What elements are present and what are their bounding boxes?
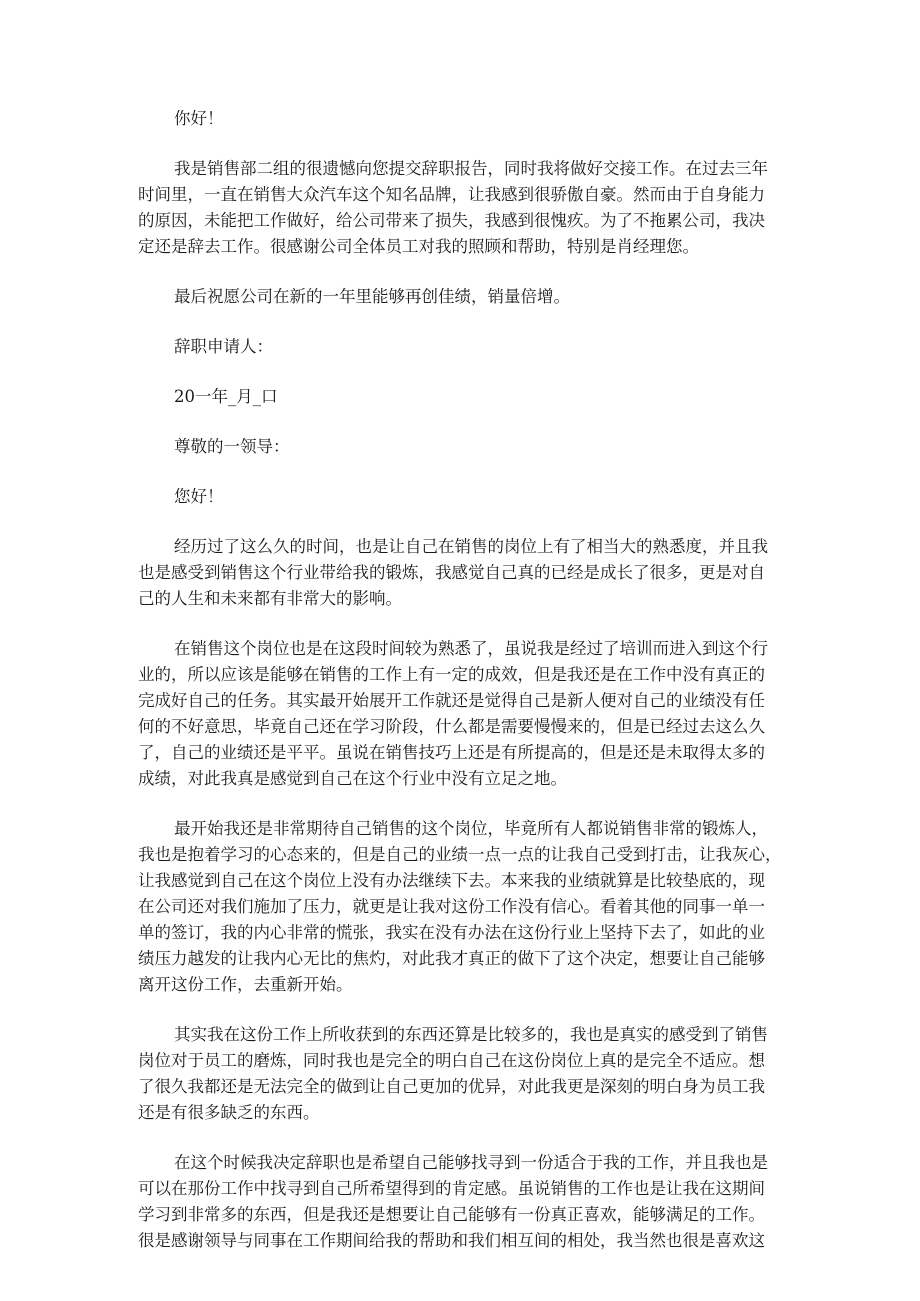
text-line: 定还是辞去工作。很感谢公司全体员工对我的照顾和帮助，特别是肖经理您。 xyxy=(138,237,699,256)
text-line: 经历过了这么久的时间，也是让自己在销售的岗位上有了相当大的熟悉度，并且我 xyxy=(174,537,768,556)
salutation: 尊敬的一领导： xyxy=(174,437,290,456)
text-line: 成绩，对此我真是感觉到自己在这个行业中没有立足之地。 xyxy=(138,769,567,788)
letter-body xyxy=(138,106,798,1278)
text-line: 在这个时候我决定辞职也是希望自己能够找寻到一份适合于我的工作，并且我也是 xyxy=(174,1153,768,1172)
paragraph-1 xyxy=(138,156,798,260)
text-line: 让我感觉到自己在这个岗位上没有办法继续下去。本来我的业绩就算是比较垫底的，现 xyxy=(138,871,765,890)
text-line: 我是销售部二组的很遗憾向您提交辞职报告，同时我将做好交接工作。在过去三年 xyxy=(174,159,768,178)
paragraph-5 xyxy=(138,816,798,998)
text-line: 可以在那份工作中找寻到自己所希望得到的肯定感。虽说销售的工作也是让我在这期间 xyxy=(138,1179,765,1198)
date-line: 20一年_月_口 xyxy=(174,387,278,406)
paragraph-2: 最后祝愿公司在新的一年里能够再创佳绩，销量倍增。 xyxy=(174,287,570,306)
paragraph-6 xyxy=(138,1022,798,1126)
greeting-2: 您好！ xyxy=(174,487,224,506)
paragraph-3 xyxy=(138,534,798,612)
text-line: 业的，所以应该是能够在销售的工作上有一定的成效，但是我还是在工作中没有真正的 xyxy=(138,665,765,684)
text-line: 了，自己的业绩还是平平。虽说在销售技巧上还是有所提高的，但是还是未取得太多的 xyxy=(138,743,765,762)
text-line: 学习到非常多的东西，但是我还是想要让自己能够有一份真正喜欢，能够满足的工作。 xyxy=(138,1205,765,1224)
text-line: 时间里，一直在销售大众汽车这个知名品牌，让我感到很骄傲自豪。然而由于自身能力 xyxy=(138,185,765,204)
text-line: 其实我在这份工作上所收获到的东西还算是比较多的，我也是真实的感受到了销售 xyxy=(174,1025,768,1044)
text-line: 在公司还对我们施加了压力，就更是让我对这份工作没有信心。看着其他的同事一单一 xyxy=(138,897,765,916)
text-line: 岗位对于员工的磨炼，同时我也是完全的明白自己在这份岗位上真的是完全不适应。想 xyxy=(138,1051,765,1070)
paragraph-4 xyxy=(138,636,798,792)
text-line: 离开这份工作，去重新开始。 xyxy=(138,975,353,994)
text-line: 我也是抱着学习的心态来的，但是自己的业绩一点一点的让我自己受到打击，让我灰心， xyxy=(138,845,782,864)
text-line: 很是感谢领导与同事在工作期间给我的帮助和我们相互间的相处，我当然也很是喜欢这 xyxy=(138,1231,765,1250)
text-line: 单的签订，我的内心非常的慌张，我实在没有办法在这份行业上坚持下去了，如此的业 xyxy=(138,923,765,942)
greeting-1: 你好！ xyxy=(174,109,224,128)
text-line: 何的不好意思，毕竟自己还在学习阶段，什么都是需要慢慢来的，但是已经过去这么久 xyxy=(138,717,765,736)
text-line: 还是有很多缺乏的东西。 xyxy=(138,1103,320,1122)
text-line: 在销售这个岗位也是在这段时间较为熟悉了，虽说我是经过了培训而进入到这个行 xyxy=(174,639,768,658)
paragraph-7 xyxy=(138,1150,798,1254)
signature-label: 辞职申请人： xyxy=(174,337,273,356)
text-line: 的原因，未能把工作做好，给公司带来了损失，我感到很愧疚。为了不拖累公司，我决 xyxy=(138,211,765,230)
text-line: 最开始我还是非常期待自己销售的这个岗位，毕竟所有人都说销售非常的锻炼人， xyxy=(174,819,768,838)
text-line: 了很久我都还是无法完全的做到让自己更加的优异，对此我更是深刻的明白身为员工我 xyxy=(138,1077,765,1096)
text-line: 也是感受到销售这个行业带给我的锻炼，我感觉自己真的已经是成长了很多，更是对自 xyxy=(138,563,765,582)
text-line: 绩压力越发的让我内心无比的焦灼，对此我才真正的做下了这个决定，想要让自己能够 xyxy=(138,949,765,968)
text-line: 完成好自己的任务。其实最开始展开工作就还是觉得自己是新人便对自己的业绩没有任 xyxy=(138,691,765,710)
text-line: 己的人生和未来都有非常大的影响。 xyxy=(138,589,402,608)
